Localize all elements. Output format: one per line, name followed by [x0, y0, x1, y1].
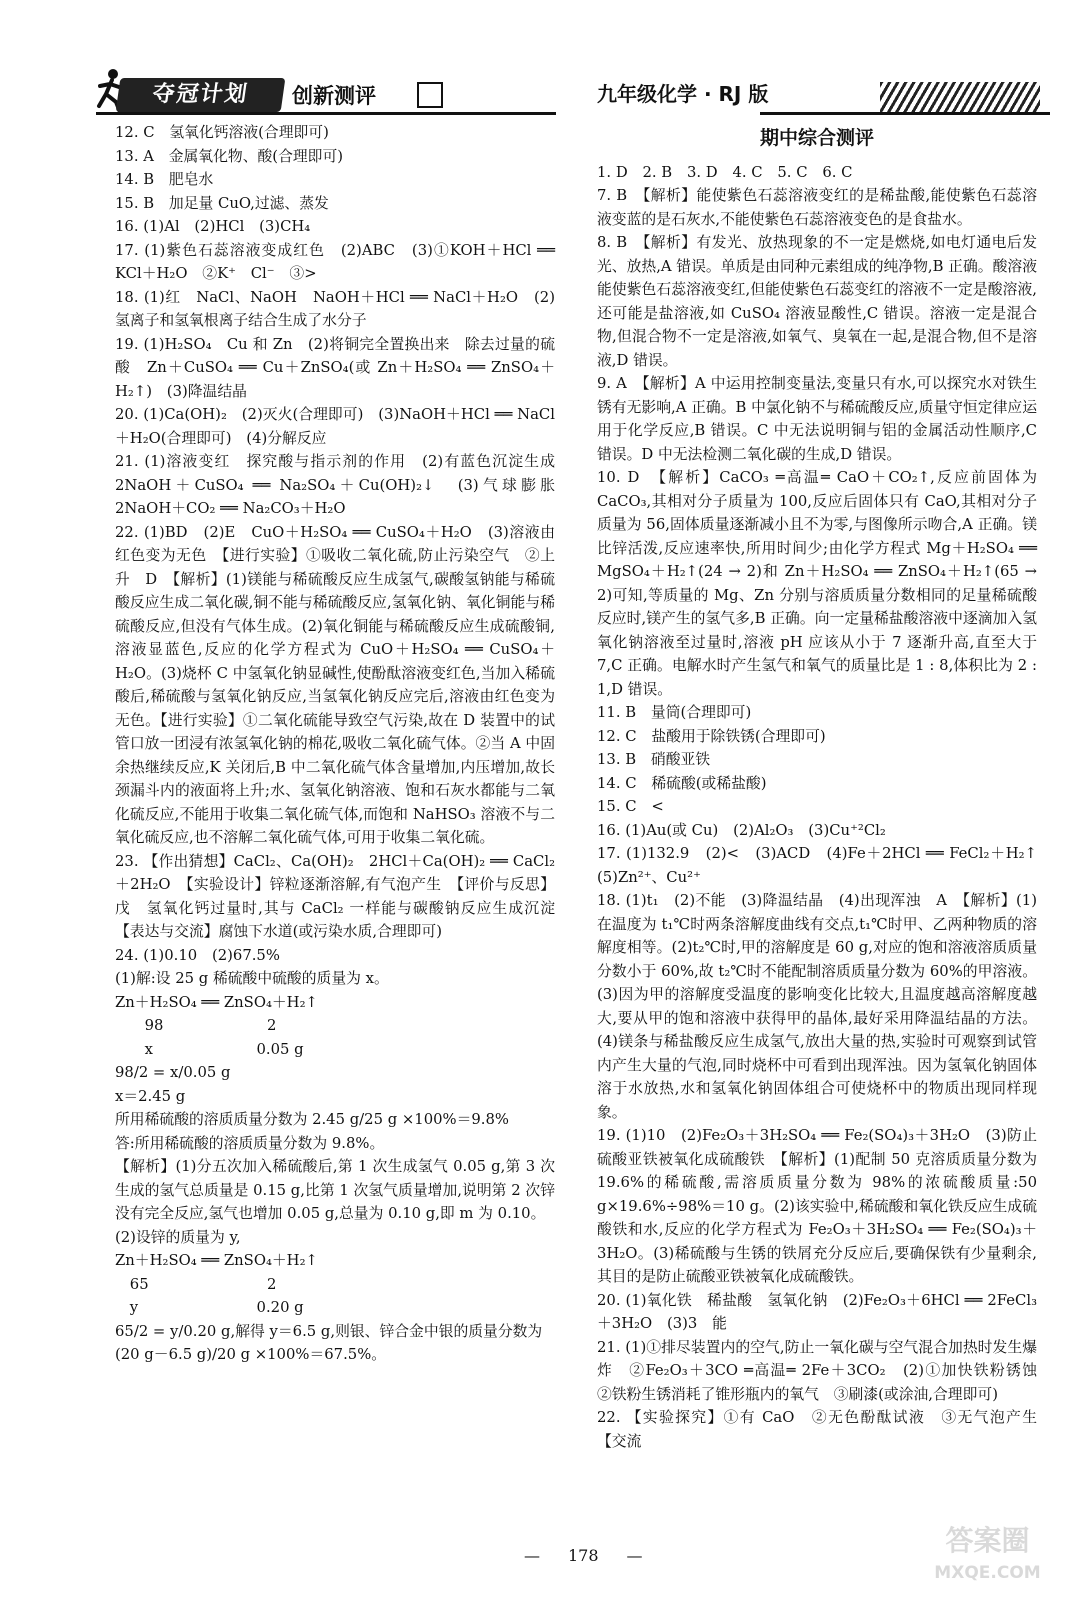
grade-subject-label: 九年级化学 · RJ 版 [597, 82, 769, 106]
watermark-line1: 答案圈 [945, 1524, 1030, 1557]
answer-item: 15. B 加足量 CuO,过滤、蒸发 [115, 194, 329, 212]
solution-line: 所用稀硫酸的溶质质量分数为 2.45 g/25 g ×100%＝9.8% [115, 1111, 509, 1128]
answer-item: 18. (1)红 NaCl、NaOH NaOH＋HCl ══ NaCl＋H₂O (2)氢离子和氢氧根离子结合生成了水分子 [115, 288, 555, 329]
solution-line: 答:所用稀硫酸的溶质质量分数为 9.8%。 [115, 1134, 385, 1152]
dash-right: — [626, 1546, 643, 1565]
dash-left: — [524, 1546, 540, 1565]
answer-item: 22. 【实验探究】①有 CaO ②无色酚酞试液 ③无气泡产生 【交流 [597, 1409, 1052, 1450]
answer-item: 18. (1)t₁ (2)不能 (3)降温结晶 (4)出现浑浊 A 【解析】(1)在温度为 t₁℃时两条溶解度曲线有交点,t₁℃时甲、乙两种物质的溶解度相等。(2)t₂℃时,甲的溶解度是 60 g,对应的饱和溶液溶质质量分数小于 60%,故 t₂℃时不能配制溶质质量分数为 60%的甲溶液。(3)因为甲的溶解度受温度的影响变化比较大,且温度越高溶解度越大,要从甲的饱和溶液中获得甲的晶体,最好采用降温结晶的方法。(4)镁条与稀盐酸反应生成氢气,放出大量的热,实验时可观察到试管内产生大量的气泡,同时烧杯中可看到出现浑浊。因为氢氧化钠固体溶于水放热,水和氢氧化钠固体组合可使烧杯中的物质出现同样现象。 [597, 892, 1037, 1121]
answer-item: 21. (1)①排尽装置内的空气,防止一氧化碳与空气混合加热时发生爆炸 ②Fe₂O₃＋3CO ═高温═ 2Fe＋3CO₂ (2)①加快铁粉锈蚀 ②铁粉生锈消耗了锥形瓶内的氧气 ③刷漆(或涂油,合理即可) [597, 1338, 1052, 1403]
equation-line: Zn＋H₂SO₄ ══ ZnSO₄＋H₂↑ [115, 993, 318, 1011]
answer-item: 24. (1)0.10 (2)67.5% [115, 946, 280, 964]
answer-item: 13. B 硝酸亚铁 [597, 751, 711, 768]
checkbox-icon [417, 82, 443, 108]
equation-line: x 0.05 g [115, 1040, 304, 1058]
answer-item: 17. (1)紫色石蕊溶液变成红色 (2)ABC (3)①KOH＋HCl ══ KCl＋H₂O ②K⁺ Cl⁻ ③> [115, 241, 555, 282]
watermark [915, 1525, 1060, 1595]
answer-item: 23. 【作出猜想】CaCl₂、Ca(OH)₂ 2HCl＋Ca(OH)₂ ══ CaCl₂＋2H₂O 【实验设计】锌粒逐渐溶解,有气泡产生 【评价与反思】戊 氢氧化钙过量时,其与 CaCl₂ 一样能与碳酸钠反应生成沉淀 【表达与交流】腐蚀下水道(或污染水质,合理即可) [115, 852, 570, 940]
brand-title: 创新测评 [292, 84, 376, 108]
equation-line: Zn＋H₂SO₄ ══ ZnSO₄＋H₂↑ [115, 1252, 318, 1269]
answer-item: 15. C < [597, 798, 664, 815]
answer-item: 7. B 【解析】能使紫色石蕊溶液变红的是稀盐酸,能使紫色石蕊溶液变蓝的是石灰水,不能使紫色石蕊溶液变色的是食盐水。 [597, 187, 1037, 228]
answer-item: 20. (1)氧化铁 稀盐酸 氢氧化钠 (2)Fe₂O₃＋6HCl ══ 2FeCl₃＋3H₂O (3)3 能 [597, 1291, 1037, 1332]
answer-item: 12. C 盐酸用于除铁锈(合理即可) [597, 727, 826, 745]
page-number [510, 1546, 657, 1565]
answer-item: 17. (1)132.9 (2)< (3)ACD (4)Fe＋2HCl ══ FeCl₂＋H₂↑ (5)Zn²⁺、Cu²⁺ [597, 845, 1052, 886]
answer-item: 20. (1)Ca(OH)₂ (2)灭火(合理即可) (3)NaOH＋HCl ══ NaCl＋H₂O(合理即可) (4)分解反应 [115, 406, 555, 447]
series-logo: 夺冠计划 [116, 78, 286, 112]
equation-line: 98/2 = x/0.05 g [115, 1064, 231, 1081]
section-title: 期中综合测评 [759, 127, 874, 149]
solution-line: (20 g－6.5 g)/20 g ×100%＝67.5%。 [115, 1346, 387, 1363]
equation-line: x＝2.45 g [115, 1087, 186, 1105]
answer-item: 21. (1)溶液变红 探究酸与指示剂的作用 (2)有蓝色沉淀生成 2NaOH＋CuSO₄ ══ Na₂SO₄＋Cu(OH)₂↓ (3)气球膨胀 2NaOH＋CO₂ ══ Na₂CO₃＋H₂O [115, 453, 570, 517]
answer-item: 1. D 2. B 3. D 4. C 5. C 6. C [597, 163, 853, 181]
answer-item: 8. B 【解析】有发光、放热现象的不一定是燃烧,如电灯通电后发光、放热,A 错误。单质是由同种元素组成的纯净物,B 正确。酸溶液能使紫色石蕊溶液变红,但能使紫色石蕊变红的溶液不一定是酸溶液,还可能是盐溶液,如 CuSO₄ 溶液显酸性,C 错误。溶液一定是混合物,但混合物不一定是溶液,如氧气、臭氧在一起,是混合物,但不是溶液,D 错误。 [597, 234, 1037, 369]
equation-line: 98 2 [115, 1017, 277, 1034]
answer-item: 9. A 【解析】A 中运用控制变量法,变量只有水,可以探究水对铁生锈有无影响,A 正确。B 中氯化钠不与稀硫酸反应,质量守恒定律应运用于化学反应,B 错误。C 中无法说明铜与铝的金属活动性顺序,C 错误。D 中无法检测二氧化碳的生成,D 错误。 [597, 375, 1037, 463]
solution-line: 65/2 = y/0.20 g,解得 y＝6.5 g,则银、锌合金中银的质量分数为 [115, 1322, 543, 1340]
answer-item: 22. (1)BD (2)E CuO＋H₂SO₄ ══ CuSO₄＋H₂O (3)溶液由红色变为无色 【进行实验】①吸收二氧化硫,防止污染空气 ②上升 D 【解析】(1)镁能与稀硫酸反应生成氢气,碳酸氢钠能与稀硫酸反应生成二氧化碳,铜不能与稀硫酸反应,氢氧化钠、氧化铜能与稀硫酸反应,但没有气体生成。(2)氧化铜能与稀硫酸反应生成硫酸铜,溶液显蓝色,反应的化学方程式为 CuO＋H₂SO₄ ══ CuSO₄＋H₂O。(3)烧杯 C 中氢氧化钠显碱性,使酚酞溶液变红色,当加入稀硫酸后,稀硫酸与氢氧化钠反应,当氢氧化钠反应完后,溶液由红色变为无色。【进行实验】①二氧化硫能导致空气污染,故在 D 装置中的试管口放一团浸有浓氢氧化钠的棉花,吸收二氧化硫气体。②当 A 中固余热继续反应,K 关闭后,B 中二氧化硫气体含量增加,内压增加,故长颈漏斗内的液面将上升;水、氢氧化钠溶液、饱和石灰水都能与二氧化硫反应,不能用于收集二氧化硫气体,而饱和 NaHSO₃ 溶液不与二氧化硫反应,也不溶解二氧化硫气体,可用于收集二氧化硫。 [115, 523, 555, 846]
answer-item: 11. B 量筒(合理即可) [597, 704, 752, 721]
solution-line: (1)解:设 25 g 稀硫酸中硫酸的质量为 x。 [115, 970, 389, 987]
solution-line: 【解析】(1)分五次加入稀硫酸后,第 1 次生成氢气 0.05 g,第 3 次生成的氢气总质量是 0.15 g,比第 1 次氢气质量增加,说明第 2 次锌没有完全反应,氢气也增加 0.05 g,总量为 0.10 g,即 m 为 0.10。 [115, 1158, 555, 1222]
answer-item: 19. (1)10 (2)Fe₂O₃＋3H₂SO₄ ══ Fe₂(SO₄)₃＋3H₂O (3)防止硫酸亚铁被氧化成硫酸铁 【解析】(1)配制 50 克溶质质量分数为 19.6%的稀硫酸,需溶质质量分数为 98%的浓硫酸质量:50 g×19.6%÷98%＝10 g。(2)该实验中,稀硫酸和氧化铁反应生成硫酸铁和水,反应的化学方程式为 Fe₂O₃＋3H₂SO₄ ══ Fe₂(SO₄)₃＋3H₂O。(3)稀硫酸与生锈的铁屑充分反应后,要确保铁有少量剩余,其目的是防止硫酸亚铁被氧化成硫酸铁。 [597, 1127, 1037, 1285]
page-number-value: 178 [568, 1546, 599, 1565]
answer-item: 19. (1)H₂SO₄ Cu 和 Zn (2)将铜完全置换出来 除去过量的硫酸 Zn＋CuSO₄ ══ Cu＋ZnSO₄(或 Zn＋H₂SO₄ ══ ZnSO₄＋H₂↑) (3)降温结晶 [115, 335, 555, 400]
header-rule-left [96, 112, 556, 115]
answer-item: 12. C 氢氧化钙溶液(合理即可) [115, 124, 329, 141]
header-rule-right [760, 112, 1050, 115]
equation-line: y 0.20 g [115, 1299, 304, 1316]
solution-line: (2)设锌的质量为 y, [115, 1228, 241, 1246]
page-header [0, 0, 1083, 118]
equation-line: 65 2 [115, 1275, 277, 1293]
answer-item: 14. C 稀硫酸(或稀盐酸) [597, 774, 767, 792]
decorative-stripes [880, 82, 1040, 112]
answer-item: 16. (1)Au(或 Cu) (2)Al₂O₃ (3)Cu⁺²Cl₂ [597, 821, 886, 839]
answer-item: 10. D 【解析】CaCO₃ ═高温═ CaO＋CO₂↑,反应前固体为 CaCO₃,其相对分子质量为 100,反应后固体只有 CaO,其相对分子质量为 56,固体质量逐渐减小且不为零,与图像所示吻合,A 正确。镁比锌活泼,反应速率快,所用时间少;由化学方程式 Mg＋H₂SO₄ ══ MgSO₄＋H₂↑(24 → 2)和 Zn＋H₂SO₄ ══ ZnSO₄＋H₂↑(65 → 2)可知,等质量的 Mg、Zn 分别与溶质质量分数相同的足量稀硫酸反应时,镁产生的氢气多,B 正确。向一定量稀盐酸溶液中逐滴加入氢氧化钠溶液至过量时,溶液 pH 应该从小于 7 逐渐升高,直至大于 7,C 正确。电解水时产生氢气和氧气的质量比是 1 : 8,体积比为 2 : 1,D 错误。 [597, 469, 1037, 698]
answer-item: 16. (1)Al (2)HCl (3)CH₄ [115, 218, 311, 235]
right-column [597, 121, 1052, 1453]
answer-item: 13. A 金属氧化物、酸(合理即可) [115, 147, 344, 165]
left-column [115, 121, 570, 1367]
answer-item: 14. B 肥皂水 [115, 171, 214, 188]
watermark-line2: MXQE.COM [934, 1563, 1041, 1583]
